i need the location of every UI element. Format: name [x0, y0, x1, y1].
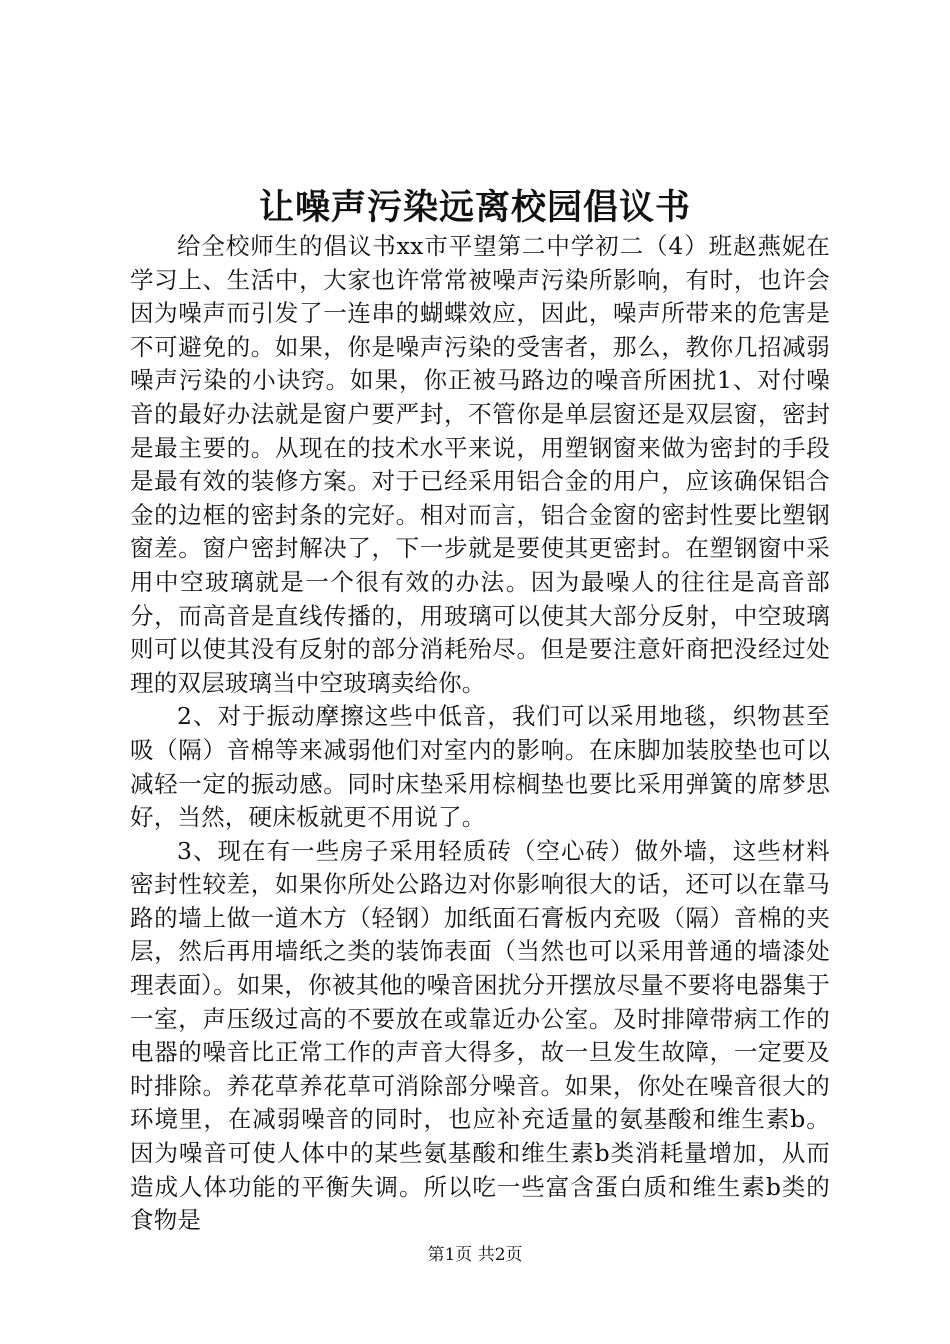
paragraph-1: 给全校师生的倡议书xx市平望第二中学初二（4）班赵燕妮在学习上、生活中，大家也许常常被噪声污染所影响，有时，也许会因为噪声而引发了一连串的蝴蝶效应，因此，噪声所带来的危害是不可避免的。如果，你是噪声污染的受害者，那么，教你几招减弱噪声污染的小诀窍。如果，你正被马路边的噪音所困扰1、对付噪音的最好办法就是窗户要严封，不管你是单层窗还是双层窗，密封是最主要的。从现在的技术水平来说，用塑钢窗来做为密封的手段是最有效的装修方案。对于已经采用铝合金的用户，应该确保铝合金的边框的密封条的完好。相对而言，铝合金窗的密封性要比塑钢窗差。窗户密封解决了，下一步就是要使其更密封。在塑钢窗中采用中空玻璃就是一个很有效的办法。因为最噪人的往往是高音部分，而高音是直线传播的，用玻璃可以使其大部分反射，中空玻璃则可以使其没有反射的部分消耗殆尽。但是要注意奸商把没经过处理的双层玻璃当中空玻璃卖给你。: [130, 232, 830, 697]
document-body: [130, 230, 830, 1238]
paragraph-3: 3、现在有一些房子采用轻质砖（空心砖）做外墙，这些材料密封性较差，如果你所处公路边对你影响很大的话，还可以在靠马路的墙上做一道木方（轻钢）加纸面石膏板内充吸（隔）音棉的夹层，然后再用墙纸之类的装饰表面（当然也可以采用普通的墙漆处理表面）。如果，你被其他的噪音困扰分开摆放尽量不要将电器集于一室，声压级过高的不要放在或靠近办公室。及时排障带病工作的电器的噪音比正常工作的声音大得多，故一旦发生故障，一定要及时排除。养花草养花草可消除部分噪音。如果，你处在噪音很大的环境里，在减弱噪音的同时，也应补充适量的氨基酸和维生素b。因为噪音可使人体中的某些氨基酸和维生素b类消耗量增加，从而造成人体功能的平衡失调。所以吃一些富含蛋白质和维生素b类的食物是: [130, 836, 830, 1235]
paragraph-2: 2、对于振动摩擦这些中低音，我们可以采用地毯，织物甚至吸（隔）音棉等来减弱他们对室内的影响。在床脚加装胶垫也可以减轻一定的振动感。同时床垫采用棕榈垫也要比采用弹簧的席梦思好，当然，硬床板就更不用说了。: [130, 702, 830, 832]
document-title: 让噪声污染远离校园倡议书: [258, 187, 691, 228]
page-number-footer: 第1页 共2页: [427, 1245, 523, 1265]
